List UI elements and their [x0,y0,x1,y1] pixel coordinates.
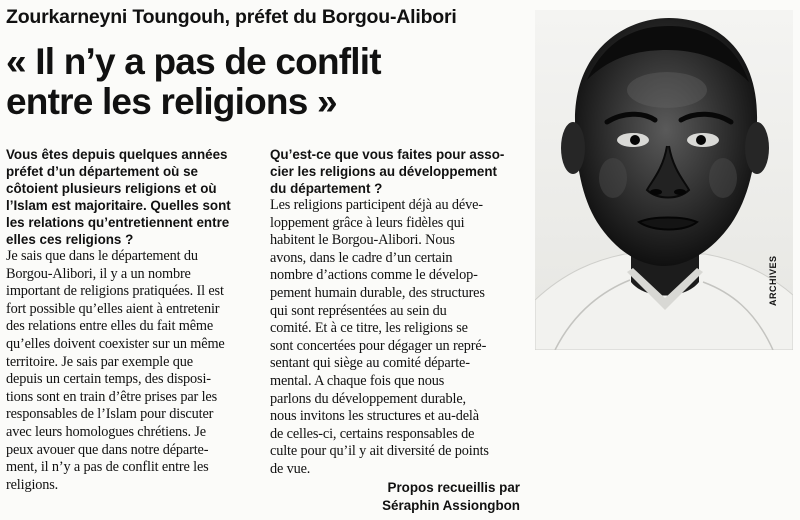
answer-2 [270,197,520,479]
answer-line: culte pour qu’il y ait diversité de points [270,443,489,460]
article-column-left [6,146,258,494]
answer-line: loppement grâce à leurs fidèles qui [270,214,465,231]
answer-line: nombre d’actions comme le dévelop- [270,267,478,284]
answer-1 [6,248,258,494]
answer-line: avons, dans le cadre d’un certain [270,249,453,266]
question-line: elles ces religions ? [6,232,134,247]
question-2 [270,146,520,197]
byline [270,479,520,515]
answer-line: des relations entre elles du fait même [6,318,214,335]
answer-line: important de religions pratiquées. Il est [6,283,224,300]
question-line: l’Islam est majoritaire. Quelles sont [6,198,231,213]
answer-line: peux avouer que dans notre départe- [6,441,209,458]
answer-line: religions. [6,476,59,493]
byline-name: Séraphin Assiongbon [382,497,520,513]
answer-line: parlons du développement durable, [270,390,466,407]
answer-line: qu’elles doivent coexister sur un même [6,335,225,352]
question-line: préfet d’un département où se [6,164,198,179]
article-column-middle [270,146,520,515]
answer-line: avec leurs homologues chrétiens. Je [6,423,207,440]
answer-line: tions sont en train d’être prises par les [6,388,218,405]
answer-line: de vue. [270,460,311,477]
question-line: côtoient plusieurs religions et où [6,181,217,196]
answer-line: territoire. Je sais par exemple que [6,353,193,370]
portrait-photo [535,10,793,350]
answer-line: depuis un certain temps, des disposi- [6,371,211,388]
answer-line: nous invitons les structures et au-delà [270,408,479,425]
answer-line: responsables de l’Islam pour discuter [6,406,214,423]
answer-line: habitent le Borgou-Alibori. Nous [270,232,455,249]
answer-line: sentant qui siège au comité départe- [270,355,470,372]
answer-line: pement humain durable, des structures [270,284,485,301]
photo-credit: ARCHIVES [768,255,778,306]
question-line: Vous êtes depuis quelques années [6,147,228,162]
article-headline [6,42,526,122]
answer-line: de celles-ci, certains responsables de [270,425,475,442]
byline-label: Propos recueillis par [387,479,520,495]
answer-line: Je sais que dans le département du [6,248,198,264]
question-line: Qu’est-ce que vous faites pour asso- [270,147,505,162]
answer-line: Borgou-Alibori, il y a un nombre [6,265,191,282]
answer-line: mental. A chaque fois que nous [270,372,445,389]
question-1 [6,146,258,248]
portrait-illustration [535,10,793,350]
answer-line: ment, il n’y a pas de conflit entre les [6,459,209,476]
answer-line: sont concertées pour dégager un repré- [270,337,487,354]
headline-line: « Il n’y a pas de conflit [6,41,381,82]
answer-line: qui sont représentées au sein du [270,302,447,319]
answer-line: fort possible qu’elles aient à entretenir [6,300,220,317]
article-kicker: Zourkarneyni Toungouh, préfet du Borgou-Alibori [6,6,457,28]
question-line: du département ? [270,181,383,196]
answer-line: comité. Et à ce titre, les religions se [270,320,468,337]
question-line: cier les religions au développement [270,164,497,179]
answer-line: Les religions participent déjà au déve- [270,197,483,213]
headline-line: entre les religions » [6,81,337,122]
question-line: les relations qu’entretiennent entre [6,215,230,230]
